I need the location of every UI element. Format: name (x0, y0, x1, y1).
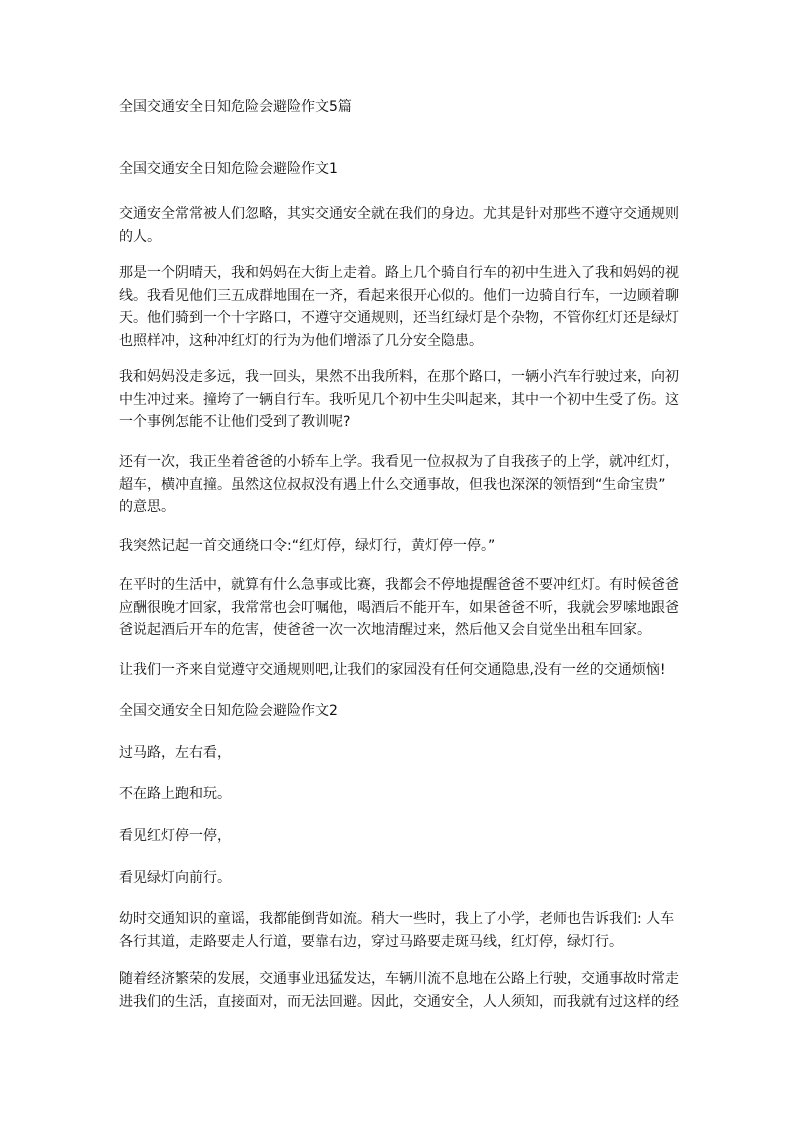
paragraph-4 (119, 451, 679, 519)
paragraph-12 (119, 908, 679, 953)
paragraph-line: 线。我看见他们三五成群地围在一齐，看起来很开心似的。他们一边骑自行车，一边顾着聊 (119, 287, 679, 304)
paragraph-line: 不在路上跑和玩。 (119, 786, 231, 802)
paragraph-line: 还有一次，我正坐着爸爸的小轿车上学。我看见一位叔叔为了自我孩子的上学，就冲红灯， (119, 454, 679, 470)
paragraph-line: 随着经济繁荣的发展，交通事业迅猛发达，车辆川流不息地在公路上行驶，交通事故时常走 (119, 971, 679, 987)
paragraph-line: 爸说起酒后开车的危害，使爸爸一次一次地清醒过来，然后他又会自觉坐出租车回家。 (119, 622, 651, 638)
paragraph-line: 进我们的生活，直接面对，而无法回避。因此，交通安全，人人须知，而我就有过这样的经 (119, 993, 679, 1010)
paragraph-line: 各行其道，走路要走人行道，要靠右边，穿过马路要走斑马线，红灯停，绿灯行。 (119, 933, 623, 950)
section-heading-1 (119, 158, 679, 181)
paragraph-1 (119, 203, 679, 248)
paragraph-line: 中生冲过来。撞垮了一辆自行车。我听见几个初中生尖叫起来，其中一个初中生受了伤。这 (119, 391, 679, 408)
paragraph-line: 交通安全常常被人们忽略，其实交通安全就在我们的身边。尤其是针对那些不遵守交通规则 (119, 206, 679, 222)
paragraph-9 (119, 783, 679, 806)
paragraph-line: 看见红灯停一停， (119, 828, 231, 844)
title-line: 全国交通安全日知危险会避险作文5篇 (119, 99, 352, 115)
heading-line: 全国交通安全日知危险会避险作文1 (119, 161, 338, 177)
paragraph-2 (119, 262, 679, 352)
paragraph-11 (119, 867, 679, 890)
paragraph-8 (119, 742, 679, 765)
paragraph-6 (119, 574, 679, 642)
paragraph-line: 过马路，左右看， (119, 745, 231, 761)
paragraph-line: 幼时交通知识的童谣，我都能倒背如流。稍大一些时，我上了小学，老师也告诉我们: 人车 (119, 911, 675, 927)
paragraph-line: 一个事例怎能不让他们受到了教训呢? (119, 414, 351, 430)
paragraph-13 (119, 968, 679, 1013)
paragraph-line: 看见绿灯向前行。 (119, 870, 231, 886)
section-heading-2 (119, 700, 679, 723)
heading-line: 全国交通安全日知危险会避险作文2 (119, 703, 338, 719)
paragraph-5 (119, 535, 679, 558)
paragraph-line: 也照样冲，这种冲红灯的行为为他们增添了几分安全隐患。 (119, 332, 483, 349)
paragraph-line: 我和妈妈没走多远，我一回头，果然不出我所料，在那个路口，一辆小汽车行驶过来，向初 (119, 369, 679, 385)
paragraph-10 (119, 825, 679, 848)
paragraph-line: 那是一个阴晴天，我和妈妈在大街上走着。路上几个骑自行车的初中生进入了我和妈妈的视 (119, 265, 679, 281)
paragraph-line: 我突然记起一首交通绕口令:“红灯停，绿灯行，黄灯停一停。” (119, 538, 496, 554)
paragraph-line: 的人。 (119, 228, 161, 245)
document-title (119, 96, 679, 119)
paragraph-line: 超车，横冲直撞。虽然这位叔叔没有遇上什么交通事故，但我也深深的领悟到“生命宝贵” (119, 476, 666, 493)
paragraph-line: 让我们一齐来自觉遵守交通规则吧,让我们的家园没有任何交通隐患,没有一丝的交通烦恼! (119, 662, 666, 678)
paragraph-line: 应酬很晚才回家，我常常也会叮嘱他，喝酒后不能开车，如果爸爸不听，我就会罗嗦地跟爸 (119, 599, 679, 616)
paragraph-line: 天。他们骑到一个十字路口，不遵守交通规则，还当红绿灯是个杂物，不管你红灯还是绿灯 (119, 310, 679, 326)
paragraph-3 (119, 366, 679, 434)
paragraph-line: 在平时的生活中，就算有什么急事或比赛，我都会不停地提醒爸爸不要冲红灯。有时候爸爸 (119, 577, 679, 593)
paragraph-7 (119, 659, 679, 682)
paragraph-line: 的意思。 (119, 499, 175, 515)
